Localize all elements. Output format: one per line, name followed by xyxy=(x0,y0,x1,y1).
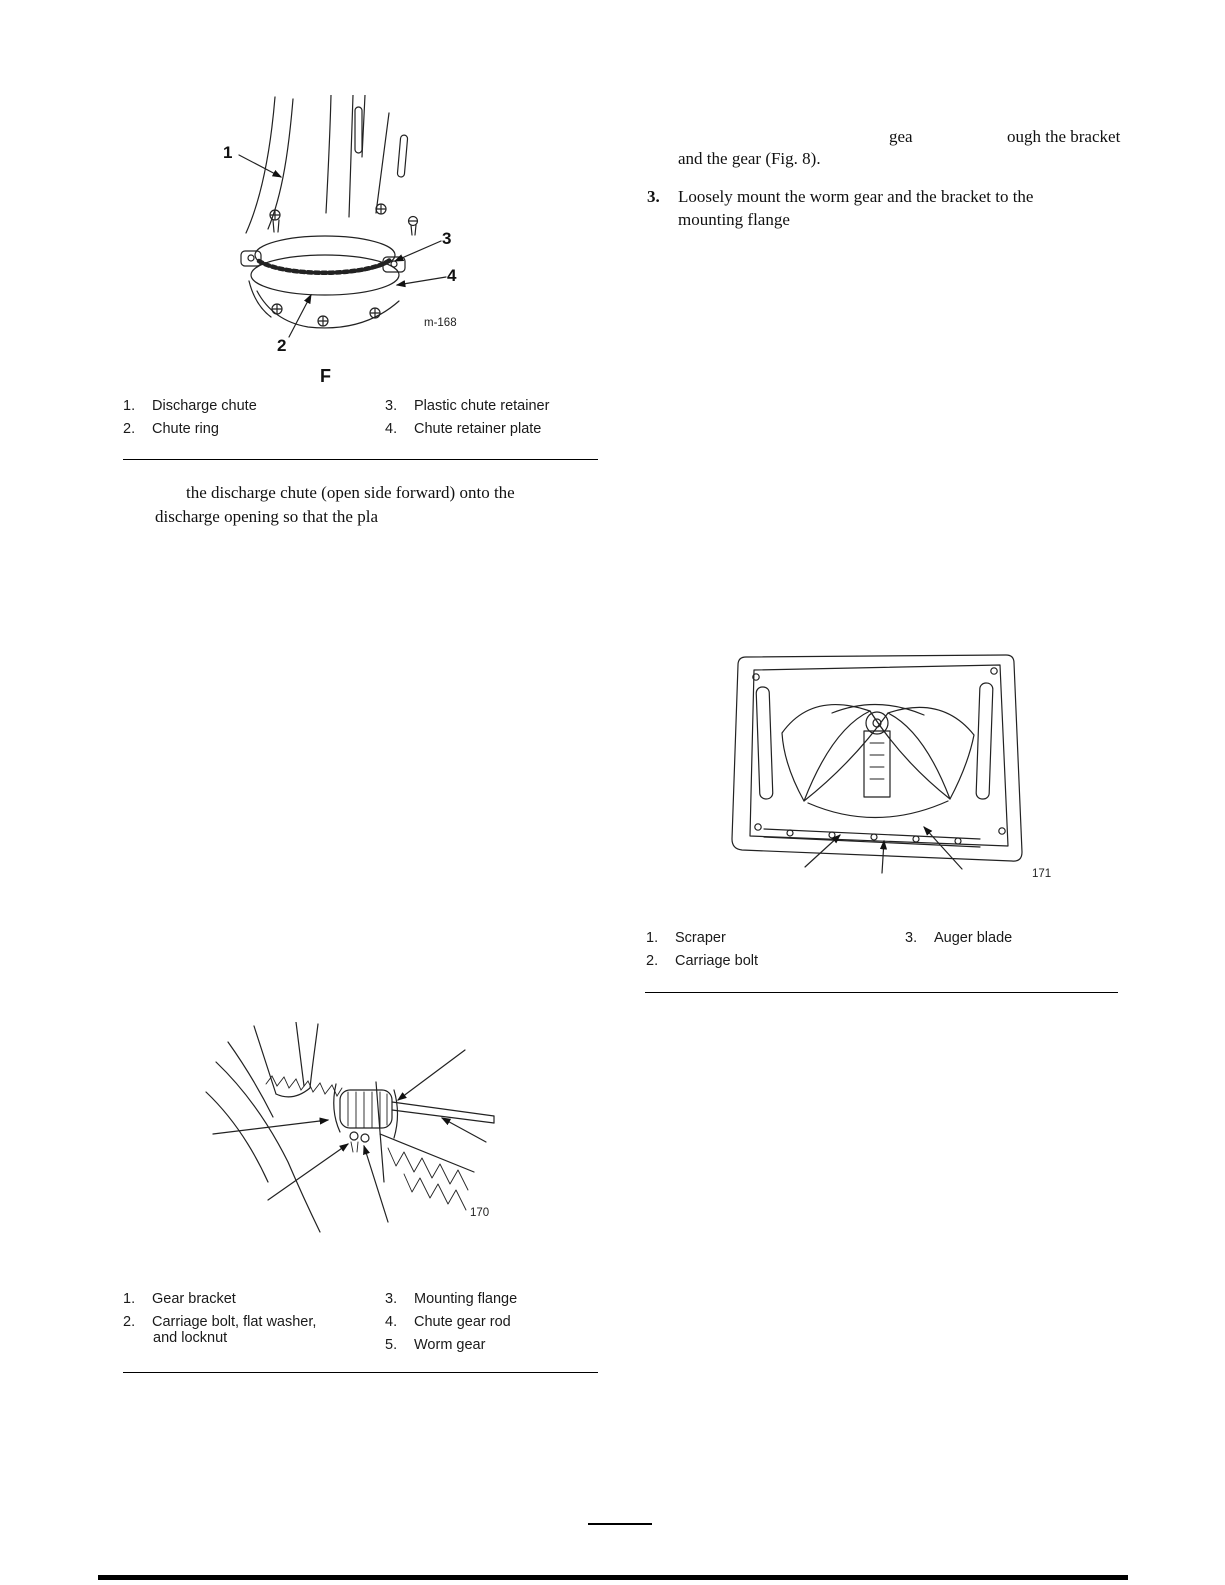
legend-item xyxy=(646,930,758,946)
figure-discharge-chute xyxy=(213,95,478,363)
callout-4: 4 xyxy=(447,266,457,285)
legend-item-label: Plastic chute retainer xyxy=(414,398,550,414)
divider-rule xyxy=(645,992,1118,993)
callout-1: 1 xyxy=(223,143,233,162)
legend-item xyxy=(123,398,257,414)
legend-item xyxy=(385,421,549,437)
legend-item-label-line2: and locknut xyxy=(153,1330,228,1346)
legend-column xyxy=(385,1291,517,1360)
figure-171-legend xyxy=(646,930,1119,980)
step-text-line: mounting flange xyxy=(678,210,790,229)
text-fragment: gea xyxy=(889,127,913,146)
discharge-chute-drawing xyxy=(213,95,478,363)
legend-item-number: 1. xyxy=(123,398,136,414)
divider-rule xyxy=(123,459,598,460)
step-number: 3. xyxy=(647,187,660,206)
callout-2: 2 xyxy=(277,336,287,355)
legend-item-number: 4. xyxy=(385,1314,398,1330)
legend-item-number: 3. xyxy=(905,930,918,946)
legend-item-label: Chute gear rod xyxy=(414,1314,511,1330)
legend-item xyxy=(123,1291,316,1307)
legend-item-label: Chute ring xyxy=(152,421,219,437)
legend-item-label: Scraper xyxy=(675,930,726,946)
mounting-flange xyxy=(376,1082,474,1210)
page-bottom-bar xyxy=(98,1575,1128,1580)
legend-item-label: Chute retainer plate xyxy=(414,421,542,437)
chute-gear-rod xyxy=(392,1102,494,1123)
legend-item xyxy=(385,1314,517,1330)
drawing-ref-m168: m-168 xyxy=(424,317,457,329)
legend-item-label: Carriage bolt xyxy=(675,953,759,969)
legend-item-label: Gear bracket xyxy=(152,1291,236,1307)
legend-item xyxy=(385,398,549,414)
legend-column xyxy=(123,398,257,444)
legend-item xyxy=(385,1291,517,1307)
legend-item-label: Discharge chute xyxy=(152,398,257,414)
legend-column xyxy=(646,930,758,976)
figure-auger-assembly xyxy=(712,643,1067,885)
legend-item xyxy=(123,421,257,437)
legend-item-label: Mounting flange xyxy=(414,1291,518,1307)
chute-ring-gear-teeth xyxy=(266,1076,342,1096)
figure-f-legend xyxy=(123,398,601,448)
footer-mark xyxy=(588,1523,652,1525)
callout-arrows xyxy=(805,827,962,873)
worm-gear xyxy=(334,1084,398,1152)
legend-item-label xyxy=(152,1314,316,1346)
chute-base xyxy=(249,281,399,328)
legend-item xyxy=(123,1314,316,1346)
paragraph-line: discharge opening so that the pla xyxy=(155,507,378,526)
drawing-ref-170: 170 xyxy=(470,1207,490,1219)
scraper-bar xyxy=(764,829,980,847)
chute-tube-lower xyxy=(206,1022,320,1232)
legend-item xyxy=(646,953,758,969)
legend-column xyxy=(123,1291,316,1353)
legend-item-number: 2. xyxy=(123,1314,136,1330)
legend-item-label: Auger blade xyxy=(934,930,1013,946)
figure-170-legend xyxy=(123,1291,601,1371)
auger-assembly-drawing xyxy=(712,643,1067,885)
legend-item xyxy=(905,930,1012,946)
auger-housing xyxy=(732,655,1022,861)
gear-bracket-drawing xyxy=(198,1022,503,1237)
figure-f-caption: F xyxy=(320,366,331,386)
legend-item-label: Worm gear xyxy=(414,1337,486,1353)
legend-item xyxy=(385,1337,517,1353)
legend-item-number: 2. xyxy=(123,421,136,437)
step-text-line: Loosely mount the worm gear and the bracket to the xyxy=(678,187,1034,206)
chute-ring-assembly xyxy=(241,204,418,295)
divider-rule xyxy=(123,1372,598,1373)
text-fragment: ough the bracket xyxy=(1007,127,1121,146)
auger-blades xyxy=(782,704,974,817)
legend-item-label-line1: Carriage bolt, flat washer, xyxy=(152,1314,317,1330)
text-fragment: and the gear (Fig. 8). xyxy=(678,149,821,168)
legend-column xyxy=(385,398,549,444)
legend-item-number: 3. xyxy=(385,1291,398,1307)
legend-item-number: 3. xyxy=(385,398,398,414)
legend-item-number: 4. xyxy=(385,421,398,437)
callout-arrows xyxy=(239,155,446,337)
legend-item-number: 5. xyxy=(385,1337,398,1353)
legend-column xyxy=(905,930,1012,953)
legend-item-number: 2. xyxy=(646,953,659,969)
figure-gear-bracket xyxy=(198,1022,503,1237)
drawing-ref-171: 171 xyxy=(1032,868,1052,880)
legend-item-number: 1. xyxy=(646,930,659,946)
legend-item-number: 1. xyxy=(123,1291,136,1307)
paragraph-line: the discharge chute (open side forward) onto the xyxy=(186,483,515,502)
callout-3: 3 xyxy=(442,229,452,248)
